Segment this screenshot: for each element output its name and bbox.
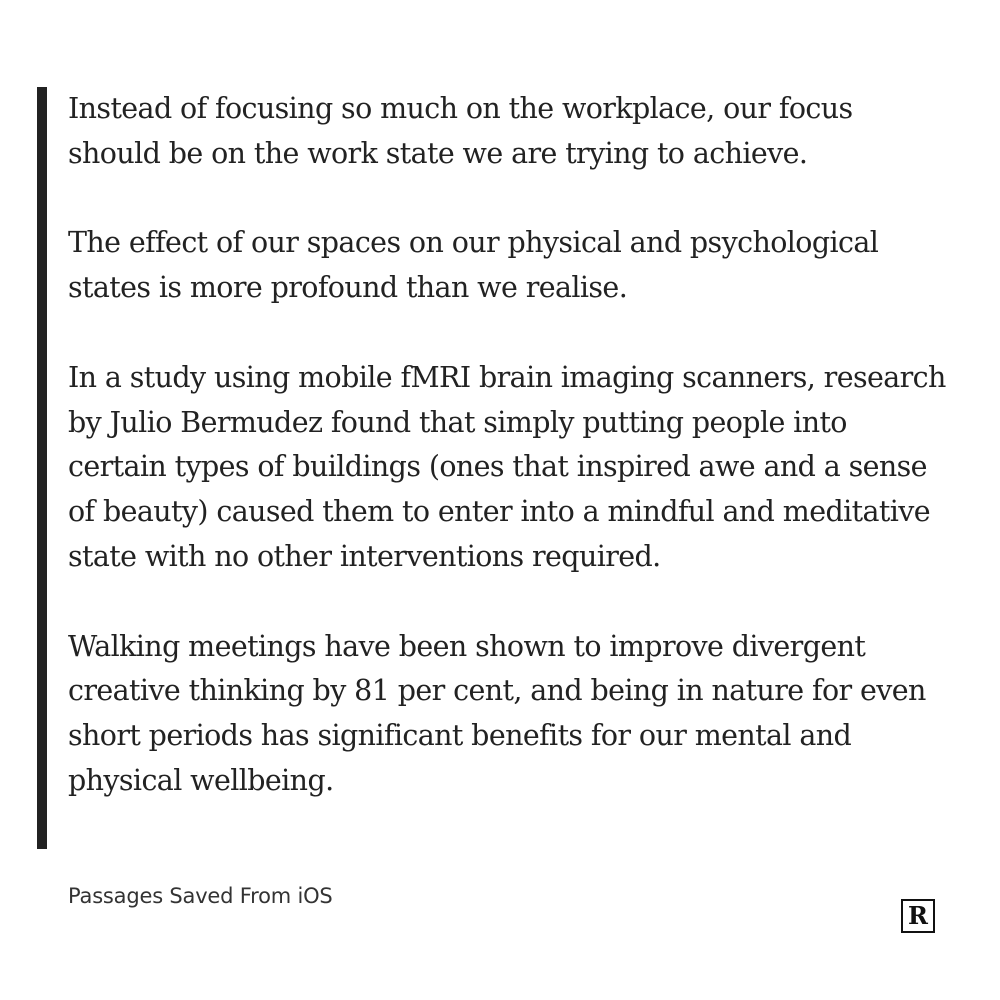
quote-bar [37,87,47,849]
quote-paragraph-3: In a study using mobile fMRI brain imaging scanners, research by Julio Bermudez found that simply putting people into certain types of buildings (ones that inspired awe and a sense of beauty) caused them to enter into a mindful and meditative state with no other interventions required. [68,360,946,573]
quote-paragraph-1: Instead of focusing so much on the workplace, our focus should be on the work state we are trying to achieve. [68,92,853,170]
quote-body [68,87,948,804]
quote-paragraph-2: The effect of our spaces on our physical and psychological states is more profound than we realise. [68,226,879,305]
logo-letter: R [908,901,928,930]
quote-paragraph-4: Walking meetings have been shown to improve divergent creative thinking by 81 per cent, and being in nature for even short periods has significant benefits for our mental and physical wellbeing. [68,629,926,797]
source-label: Passages Saved From iOS [68,884,333,908]
readwise-logo-icon [901,899,935,933]
